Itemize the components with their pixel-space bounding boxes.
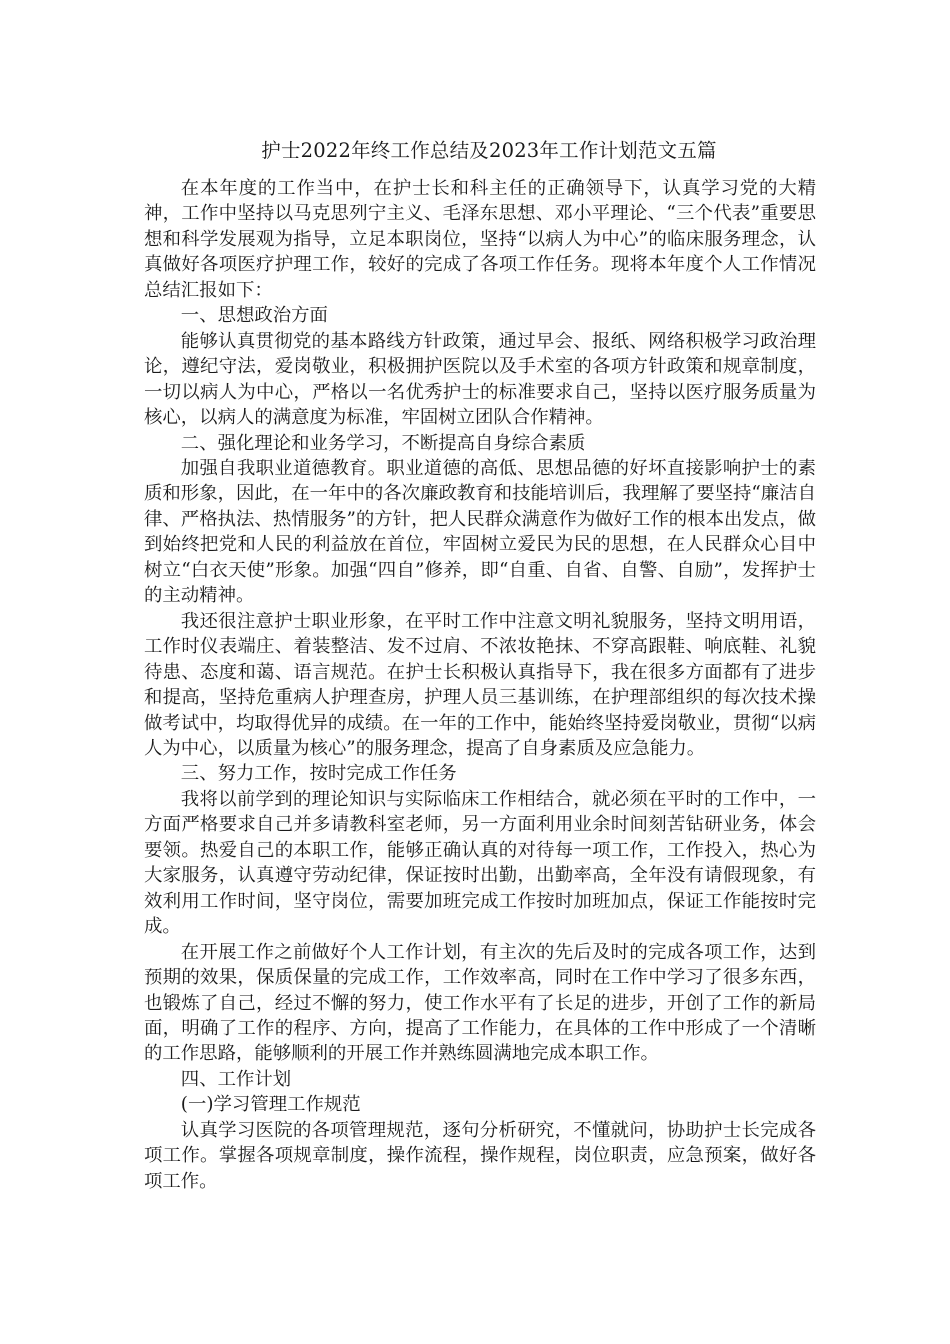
political-paragraph: 能够认真贯彻党的基本路线方针政策，通过早会、报纸、网络积极学习政治理论，遵纪守法，爱岗敬业，积极拥护医院以及手术室的各项方针政策和规章制度，一切以病人为中心，严格以一名优秀护士的标准要求自己，坚持以医疗服务质量为核心，以病人的满意度为标准，牢固树立团队合作精神。 — [144, 330, 816, 429]
work-paragraph: 我将以前学到的理论知识与实际临床工作相结合，就必须在平时的工作中，一方面严格要求自己并多请教科室老师，另一方面利用业余时间刻苦钻研业务，体会要领。热爱自己的本职工作，能够正确认真的对待每一项工作，工作投入，热心为大家服务，认真遵守劳动纪律，保证按时出勤，出勤率高，全年没有请假现象，有效利用工作时间，坚守岗位，需要加班完成工作按时加班加点，保证工作能按时完成。 — [144, 788, 816, 938]
section-heading-study: 二、强化理论和业务学习，不断提高自身综合素质 — [180, 432, 586, 454]
subsection-heading-management: (一)学习管理工作规范 — [180, 1094, 361, 1116]
planning-paragraph: 在开展工作之前做好个人工作计划，有主次的先后及时的完成各项工作，达到预期的效果，保质保量的完成工作，工作效率高，同时在工作中学习了很多东西，也锻炼了自己，经过不懈的努力，使工作水平有了长足的进步，开创了工作的新局面，明确了工作的程序、方向，提高了工作能力，在具体的工作中形成了一个清晰的工作思路，能够顺利的开展工作并熟练圆满地完成本职工作。 — [144, 941, 816, 1065]
image-paragraph: 我还很注意护士职业形象，在平时工作中注意文明礼貌服务，坚持文明用语，工作时仪表端庄、着装整洁、发不过肩、不浓妆艳抹、不穿高跟鞋、响底鞋、礼貌待患、态度和蔼、语言规范。在护士长积极认真指导下，我在很多方面都有了进步和提高，坚持危重病人护理查房，护理人员三基训练，在护理部组织的每次技术操做考试中，均取得优异的成绩。在一年的工作中，能始终坚持爱岗敬业，贯彻“以病人为中心，以质量为核心”的服务理念，提高了自身素质及应急能力。 — [144, 610, 816, 759]
section-heading-plan: 四、工作计划 — [180, 1068, 292, 1090]
document-page — [144, 138, 816, 1194]
document-title: 护士2022年终工作总结及2023年工作计划范文五篇 — [261, 139, 717, 162]
intro-paragraph: 在本年度的工作当中，在护士长和科主任的正确领导下，认真学习党的大精神，工作中坚持以马克思列宁主义、毛泽东思想、邓小平理论、“三个代表”重要思想和科学发展观为指导，立足本职岗位，坚持“以病人为中心”的临床服务理念，认真做好各项医疗护理工作，较好的完成了各项工作任务。现将本年度个人工作情况总结汇报如下： — [144, 178, 816, 301]
ethics-paragraph: 加强自我职业道德教育。职业道德的高低、思想品德的好坏直接影响护士的素质和形象，因此，在一年中的各次廉政教育和技能培训后，我理解了要坚持“廉洁自律、严格执法、热情服务”的方针，把人民群众满意作为做好工作的根本出发点，做到始终把党和人民的利益放在首位，牢固树立爱民为民的思想，在人民群众心目中树立“白衣天使”形象。加强“四自”修养，即“自重、自省、自警、自励”，发挥护士的主动精神。 — [144, 457, 816, 607]
management-paragraph: 认真学习医院的各项管理规范，逐句分析研究，不懂就问，协助护士长完成各项工作。掌握各项规章制度，操作流程，操作规程，岗位职责，应急预案，做好各项工作。 — [144, 1119, 816, 1192]
section-heading-political: 一、思想政治方面 — [180, 305, 328, 327]
section-heading-work: 三、努力工作，按时完成工作任务 — [180, 763, 457, 785]
